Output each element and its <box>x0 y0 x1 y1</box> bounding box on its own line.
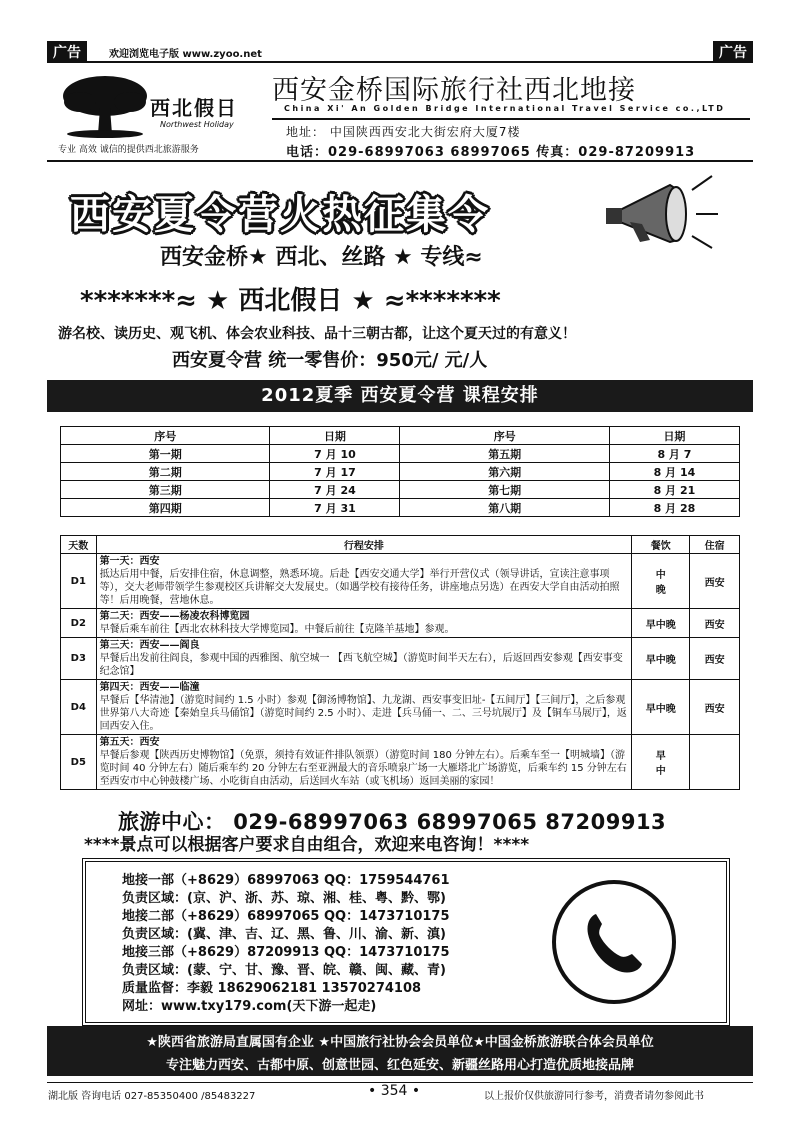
table-cell: 第七期 <box>400 481 609 499</box>
logo-slogan: 专业 高效 诚信的提供西北旅游服务 <box>58 145 199 155</box>
page-number: • 354 • <box>368 1083 421 1099</box>
stars-line: *******≈ ★ 西北假日 ★ ≈******* <box>80 286 501 316</box>
table-cell: 7 月 10 <box>270 445 400 463</box>
list-item: 地接三部（+8629）87209913 QQ：1473710175 <box>122 945 450 960</box>
schedule-header-cell: 日期 <box>609 427 739 445</box>
headline: 西安夏令营火热征集令 <box>70 192 490 238</box>
table-row <box>61 735 740 790</box>
schedule-header-row <box>61 427 740 445</box>
logo-name-en: Northwest Holiday <box>160 120 234 129</box>
table-cell: 第三期 <box>61 481 270 499</box>
day-cell: D2 <box>61 609 97 638</box>
day-title: 第一天：西安 <box>99 556 160 567</box>
contact-list <box>122 872 450 1016</box>
list-item: 负责区域：(蒙、宁、甘、豫、晋、皖、赣、闽、藏、青) <box>122 963 446 978</box>
stay-cell <box>690 735 740 790</box>
footer-line-1: ★陕西省旅游局直属国有企业 ★中国旅行社协会会员单位★中国金桥旅游联合体会员单位 <box>146 1035 654 1050</box>
site-text: 欢迎浏览电子版 www.zyoo.net <box>109 49 262 60</box>
agency-phone: 电话：029-68997063 68997065 传真：029-87209913 <box>286 145 696 160</box>
table-cell: 8 月 28 <box>609 499 739 517</box>
schedule-header-cell: 日期 <box>270 427 400 445</box>
table-row <box>61 463 740 481</box>
tour-center: 旅游中心： 029-68997063 68997065 87209913 <box>118 810 667 834</box>
meals-cell: 早中晚 <box>632 680 690 735</box>
table-cell: 第八期 <box>400 499 609 517</box>
day-desc: 早餐后乘车前往【西北农林科技大学博览园】。中餐后前往【克隆羊基地】参观。 <box>99 624 455 635</box>
logo-name: 西北假日 <box>150 96 238 120</box>
day-cell: D1 <box>61 554 97 609</box>
day-cell: D5 <box>61 735 97 790</box>
schedule-table <box>60 426 740 517</box>
plan-cell <box>96 680 632 735</box>
table-cell: 7 月 17 <box>270 463 400 481</box>
table-cell: 第二期 <box>61 463 270 481</box>
table-row <box>61 445 740 463</box>
meals-cell: 早中晚 <box>632 609 690 638</box>
telephone-icon <box>556 884 672 1000</box>
table-cell: 第六期 <box>400 463 609 481</box>
combo-line: ****景点可以根据客户要求自由组合，欢迎来电咨询！**** <box>84 835 530 855</box>
megaphone-icon <box>600 170 720 250</box>
plan-cell <box>96 638 632 680</box>
table-cell: 8 月 7 <box>609 445 739 463</box>
table-row <box>61 638 740 680</box>
footer-line-2: 专注魅力西安、古都中原、创意世园、红色延安、新疆丝路用心打造优质地接品牌 <box>165 1058 634 1073</box>
day-desc: 早餐后出发前往阎良，参观中国的西雅图、航空城一 【西飞航空城】（游览时间半天左右），后返回西安参观【西安事变纪念馆】 <box>99 653 623 677</box>
day-title: 第二天：西安——杨凌农科博览园 <box>99 611 250 622</box>
table-cell: 7 月 24 <box>270 481 400 499</box>
list-item: 地接二部（+8629）68997065 QQ：1473710175 <box>122 909 450 924</box>
agency-address: 地址： 中国陕西西安北大街宏府大厦7楼 <box>286 125 521 139</box>
day-desc: 早餐后【华清池】（游览时间约 1.5 小时）参观【御汤博物馆】、九龙湖、西安事变旧址-【五间厅】【三间厅】，之后参观世界第八大奇迹【秦始皇兵马俑馆】（游览时间约 2.5 小时）、走进【兵马俑一、二、三号坑展厅】及【铜车马展厅】，返回西安入住。 <box>99 695 627 732</box>
itinerary-table <box>60 535 740 790</box>
itinerary-header-cell: 餐饮 <box>632 536 690 554</box>
edition-info: 湖北版 咨询电话 027-85350400 /85483227 <box>48 1091 256 1102</box>
header-divider <box>272 118 750 120</box>
day-desc: 抵达后用中餐，后安排住宿，休息调整，熟悉环境。后赴【西安交通大学】举行开营仪式（领导讲话，宣读注意事项等），交大老师带领学生参观校区兵讲解交大发展史。（如遇学校有接待任务，讲座地点另选）在西安大学自由活动拍照等！后用晚餐，营地休息。 <box>99 569 620 606</box>
ad-label-left: 广告 <box>47 41 87 63</box>
header-bottom-rule <box>47 160 753 162</box>
disclaimer: 以上报价仅供旅游同行参考，消费者请勿参阅此书 <box>484 1091 704 1102</box>
phone-badge <box>552 880 676 1004</box>
plan-cell <box>96 609 632 638</box>
table-row <box>61 609 740 638</box>
table-cell: 第五期 <box>400 445 609 463</box>
course-banner: 2012夏季 西安夏令营 课程安排 <box>47 380 753 412</box>
description: 游名校、读历史、观飞机、体会农业科技、品十三朝古都，让这个夏天过的有意义！ <box>58 326 576 342</box>
list-item: 地接一部（+8629）68997063 QQ：1759544761 <box>122 873 450 888</box>
table-row <box>61 481 740 499</box>
day-title: 第五天：西安 <box>99 737 160 748</box>
table-cell: 8 月 21 <box>609 481 739 499</box>
schedule-header-cell: 序号 <box>400 427 609 445</box>
tree-logo-icon <box>60 68 150 138</box>
table-row <box>61 680 740 735</box>
subtitle: 西安金桥★ 西北、丝路 ★ 专线≈ <box>160 245 483 270</box>
schedule-header-cell: 序号 <box>61 427 270 445</box>
table-row <box>61 554 740 609</box>
table-cell: 8 月 14 <box>609 463 739 481</box>
meals-cell: 早 中 <box>632 735 690 790</box>
agency-name: 西安金桥国际旅行社西北地接 <box>272 75 636 106</box>
stay-cell: 西安 <box>690 609 740 638</box>
day-desc: 早餐后参观【陕西历史博物馆】（免票，须持有效证件排队领票）（游览时间 180 分钟左右）。后乘车至一【明城墙】（游览时间 40 分钟左右）随后乘车约 20 分钟左右至亚洲最大的音乐喷泉广场一大雁塔北广场游览，后乘车约 15 分钟左右至西安市中心钟鼓楼广场、小吃街自由活动，后送回火车站（或飞机场）返回美丽的家园！ <box>99 750 627 787</box>
agency-name-en: China Xi' An Golden Bridge International Travel Service co.,LTD <box>284 104 726 113</box>
day-title: 第三天：西安——阎良 <box>99 640 200 651</box>
ad-label-right: 广告 <box>713 41 753 63</box>
plan-cell <box>96 554 632 609</box>
list-item: 负责区域：(京、沪、浙、苏、琼、湘、桂、粤、黔、鄂) <box>122 891 446 906</box>
stay-cell: 西安 <box>690 680 740 735</box>
itinerary-header-cell: 天数 <box>61 536 97 554</box>
stay-cell: 西安 <box>690 554 740 609</box>
plan-cell <box>96 735 632 790</box>
top-bar <box>47 41 753 63</box>
day-title: 第四天：西安——临潼 <box>99 682 200 693</box>
list-item: 质量监督：李毅 18629062181 13570274108 <box>122 981 422 996</box>
itinerary-header-cell: 行程安排 <box>96 536 632 554</box>
list-item: 网址：www.txy179.com(天下游一起走) <box>122 999 377 1014</box>
footer-banner <box>47 1026 753 1076</box>
day-cell: D3 <box>61 638 97 680</box>
table-row <box>61 499 740 517</box>
day-cell: D4 <box>61 680 97 735</box>
stay-cell: 西安 <box>690 638 740 680</box>
table-cell: 第一期 <box>61 445 270 463</box>
meals-cell: 早中晚 <box>632 638 690 680</box>
list-item: 负责区域：(冀、津、吉、辽、黑、鲁、川、渝、新、滇) <box>122 927 446 942</box>
table-cell: 7 月 31 <box>270 499 400 517</box>
itinerary-header-cell: 住宿 <box>690 536 740 554</box>
itinerary-header-row <box>61 536 740 554</box>
meals-cell: 中 晚 <box>632 554 690 609</box>
table-cell: 第四期 <box>61 499 270 517</box>
price-line: 西安夏令营 统一零售价：950元/ 元/人 <box>172 350 488 371</box>
